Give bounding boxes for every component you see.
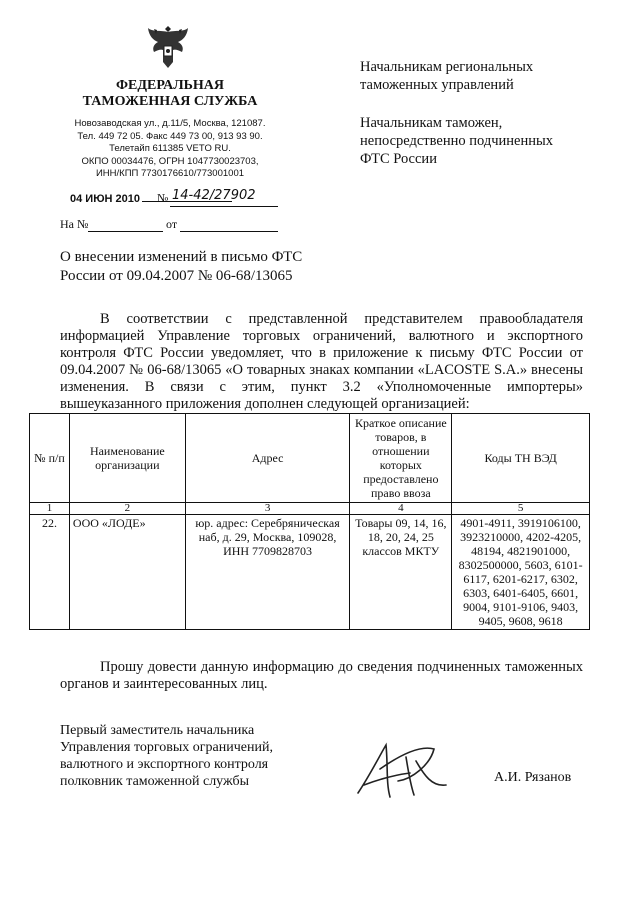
cell-num: 22. (30, 515, 70, 630)
position-line: Управления торговых ограничений, (60, 740, 273, 755)
subject-line: О внесении изменений в письмо ФТС (60, 249, 303, 265)
cell-goods: Товары 09, 14, 16, 18, 20, 24, 25 классов МКТУ (350, 515, 452, 630)
address-line: Тел. 449 72 05. Факс 449 73 00, 913 93 90. (77, 130, 263, 142)
header-address: Адрес (185, 414, 350, 503)
document-date: 04 ИЮН 2010 (70, 193, 141, 205)
body-paragraph-2 (60, 659, 583, 693)
ref-number-label: На № (60, 217, 89, 231)
header-num: № п/п (30, 414, 70, 503)
handwritten-signature-icon (350, 735, 460, 805)
column-number: 2 (69, 503, 185, 515)
ref-from-label: от (166, 217, 178, 231)
paragraph-text: В соответствии с представленной представителем правообладателя информацией Управление торговых ограничений, валютного и экспортного контроля ФТС России уведомляет, что в приложение к письму ФТС России от 09.04.2007 № 06-68/13065 «О товарных знаках компании «LACOSTE S.A.» внесены изменения. В связи с этим, пункт 3.2 «Уполномоченные импортеры» вышеуказанного приложения дополнен следующей организацией: (60, 311, 583, 412)
column-number: 3 (185, 503, 350, 515)
recipient-customs (360, 114, 620, 168)
column-number: 4 (350, 503, 452, 515)
position-line: полковник таможенной службы (60, 774, 250, 789)
agency-address (60, 118, 280, 181)
subject-line: России от 09.04.2007 № 06-68/13065 (60, 268, 293, 284)
paragraph-text: Прошу довести данную информацию до сведения подчиненных таможенных органов и заинтересованных лиц. (60, 659, 583, 692)
body-paragraph-1 (60, 311, 583, 413)
document-number: 14-42/27902 (172, 188, 256, 203)
state-emblem-icon (146, 22, 190, 72)
address-line: Телетайп 611385 VETO RU. (109, 143, 231, 154)
recipient-line: ФТС России (360, 151, 437, 167)
recipient-regional (360, 58, 620, 94)
table-header-row (30, 414, 590, 503)
number-prefix: № (157, 191, 169, 205)
recipient-line: Начальникам таможен, (360, 115, 503, 131)
cell-org: ООО «ЛОДЕ» (69, 515, 185, 630)
position-line: валютного и экспортного контроля (60, 757, 269, 772)
letter-subject (60, 248, 380, 286)
header-goods: Краткое описание товаров, в отношении которых предоставлено право ввоза (350, 414, 452, 503)
agency-name-line2: ТАМОЖЕННАЯ СЛУЖБА (82, 94, 258, 109)
address-line: ОКПО 00034476, ОГРН 1047730023703, (81, 155, 259, 167)
recipient-line: таможенных управлений (360, 77, 514, 93)
position-line: Первый заместитель начальника (60, 723, 255, 738)
signatory-position (60, 722, 360, 790)
cell-codes: 4901-4911, 3919106100, 3923210000, 4202-4205, 48194, 4821901000, 8302500000, 5603, 6101-6117, 6201-6217, 6302, 6303, 6401-6405, 6601, 9004, 9101-9106, 9403, 9405, 9608, 9618 (452, 515, 590, 630)
header-codes: Коды ТН ВЭД (452, 414, 590, 503)
address-line: Новозаводская ул., д.11/5, Москва, 121087. (74, 118, 266, 129)
column-number-row (30, 503, 590, 515)
column-number: 1 (30, 503, 70, 515)
recipient-line: непосредственно подчиненных (360, 133, 553, 149)
cell-address: юр. адрес: Серебряническая наб, д. 29, Москва, 109028, ИНН 7709828703 (185, 515, 350, 630)
header-org: Наименование организации (69, 414, 185, 503)
signatory-name: А.И. Рязанов (494, 770, 572, 785)
recipient-line: Начальникам региональных (360, 59, 534, 75)
address-line: ИНН/КПП 7730176610/773001001 (95, 168, 245, 179)
importers-table (29, 413, 590, 630)
agency-name-line1: ФЕДЕРАЛЬНАЯ (115, 78, 224, 93)
table-row (30, 515, 590, 630)
column-number: 5 (452, 503, 590, 515)
